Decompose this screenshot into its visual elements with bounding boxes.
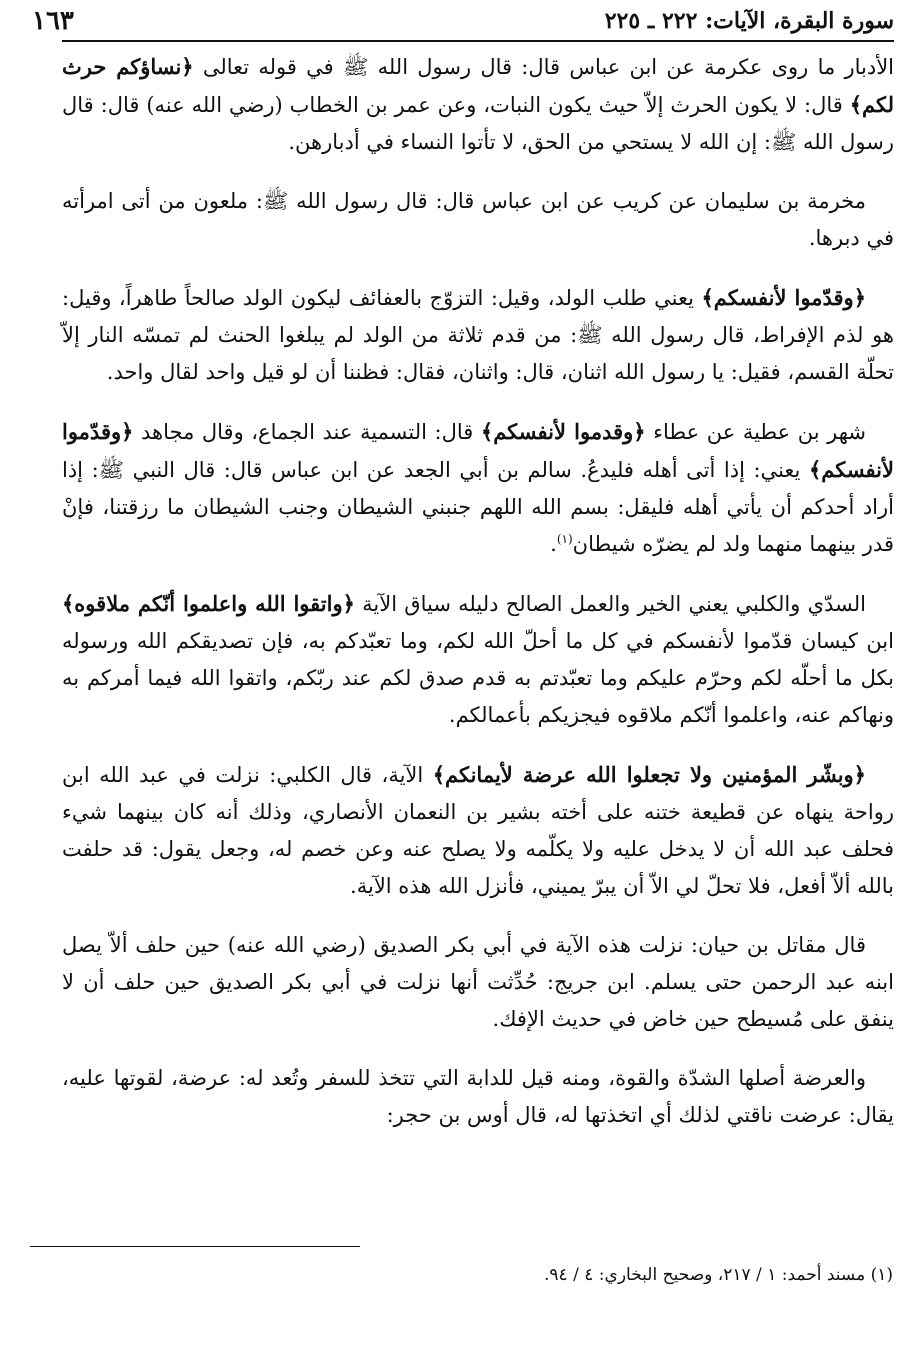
header-title: سورة البقرة، الآيات: ٢٢٢ ـ ٢٢٥ [604, 8, 894, 34]
paragraph [62, 48, 894, 161]
text-run: السدّي والكلبي يعني الخير والعمل الصالح دليله سياق الآية [354, 592, 866, 616]
body-text [62, 48, 894, 1134]
text-run: شهر بن عطية عن عطاء [645, 420, 867, 444]
text-run: الآية، قال الكلبي: نزلت في عبد الله ابن رواحة ينهاه عن قطيعة ختنه على أخته بشير بن النعمان الأنصاري، وذلك أنه كان بينهما شيء فحلف عبد الله أن لا يدخل عليه ولا يكلّمه ولا يصلح عنه وعن خصم له، وجعل يقول: قد حلفت بالله ألاّ أفعل، فلا تحلّ لي الاّ أن يبرّ يميني، فأنزل الله هذه الآية. [62, 763, 894, 898]
book-page [32, 6, 895, 1156]
footnote-separator [30, 1246, 360, 1247]
footnote: (١) مسند أحمد: ١ / ٢١٧، وصحيح البخاري: ٤ / ٩٤. [544, 1265, 893, 1285]
footnote-marker: (١) [556, 532, 573, 546]
paragraph [62, 279, 894, 391]
quran-verse: ﴿واتقوا الله واعلموا أنّكم ملاقوه﴾ [62, 591, 355, 616]
text-run: . [550, 532, 557, 556]
text-run: قال مقاتل بن حيان: نزلت هذه الآية في أبي بكر الصديق (رضي الله عنه) حين حلف ألاّ يصل ابنه عبد الرحمن حتى يسلم. ابن جريج: حُدِّثت أنها نزلت في أبي بكر الصديق حين حلف أن لا ينفق على مُسيطح حين خاض في حديث الإفك. [62, 933, 894, 1031]
page-number: ١٦٣ [32, 6, 74, 36]
text-run: ابن كيسان قدّموا لأنفسكم في كل ما أحلّ الله لكم، وما تعبّدكم به، فإن تصديقكم الله ورسوله بكل ما أحلّه لكم وحرّم عليكم وما تعبّدتم به قدم صدق لكم عند ربّكم، واتقوا الله فيما أمركم به ونهاكم عنه، واعلموا أنّكم ملاقوه فيجزيكم بأعمالكم. [62, 629, 894, 727]
quran-verse: ﴿وقدموا لأنفسكم﴾ [480, 419, 646, 444]
paragraph [62, 1060, 894, 1134]
quran-verse: ﴿وقدّموا لأنفسكم﴾ [701, 285, 867, 310]
text-run: مخرمة بن سليمان عن كريب عن ابن عباس قال: قال رسول الله ﷺ: ملعون من أتى امرأته في دبرها. [62, 189, 894, 250]
paragraph [62, 756, 894, 905]
quran-verse: ﴿وبشّر المؤمنين ولا تجعلوا الله عرضة لأيمانكم﴾ [432, 762, 866, 787]
paragraph [62, 413, 894, 563]
quran-verse: ﴿نساؤكم حرث لكم﴾ [62, 54, 894, 117]
running-header [32, 6, 894, 42]
text-run: الأدبار ما روى عكرمة عن ابن عباس قال: قال رسول الله ﷺ في قوله تعالى [193, 55, 895, 79]
text-run: قال: التسمية عند الجماع، وقال مجاهد [133, 420, 481, 444]
text-run: قال: لا يكون الحرث إلاّ حيث يكون النبات، وعن عمر بن الخطاب (رضي الله عنه) قال: قال رسول الله ﷺ: إن الله لا يستحي من الحق، لا تأتوا النساء في أدبارهن. [62, 93, 894, 154]
paragraph [62, 183, 894, 257]
text-run: يعني طلب الولد، وقيل: التزوّج بالعفائف ليكون الولد صالحاً طاهراً، وقيل: هو لذم الإفراط، قال رسول الله ﷺ: من قدم ثلاثة من الولد لم يبلغوا الحنث لم تمسّه النار إلاّ تحلّة القسم، فقيل: يا رسول الله اثنان، قال: واثنان، فقال: فظننا أن لو قيل واحد لقال واحد. [62, 286, 894, 384]
text-run: يعني: إذا أتى أهله فليدعُ. سالم بن أبي الجعد عن ابن عباس قال: قال النبي ﷺ: إذا أراد أحدكم أن يأتي أهله فليقل: بسم الله اللهم جنبني الشيطان وجنب الشيطان ما رزقتنا، فإنْ قدر بينهما منهما ولد لم يضرّه شيطان [62, 458, 894, 556]
quran-verse: ﴿وقدّموا لأنفسكم﴾ [62, 419, 894, 482]
paragraph [62, 585, 894, 734]
paragraph [62, 927, 894, 1038]
text-run: والعرضة أصلها الشدّة والقوة، ومنه قيل للدابة التي تتخذ للسفر وتُعد له: عرضة، لقوتها عليه، يقال: عرضت ناقتي لذلك أي اتخذتها له، قال أوس بن حجر: [62, 1066, 894, 1127]
